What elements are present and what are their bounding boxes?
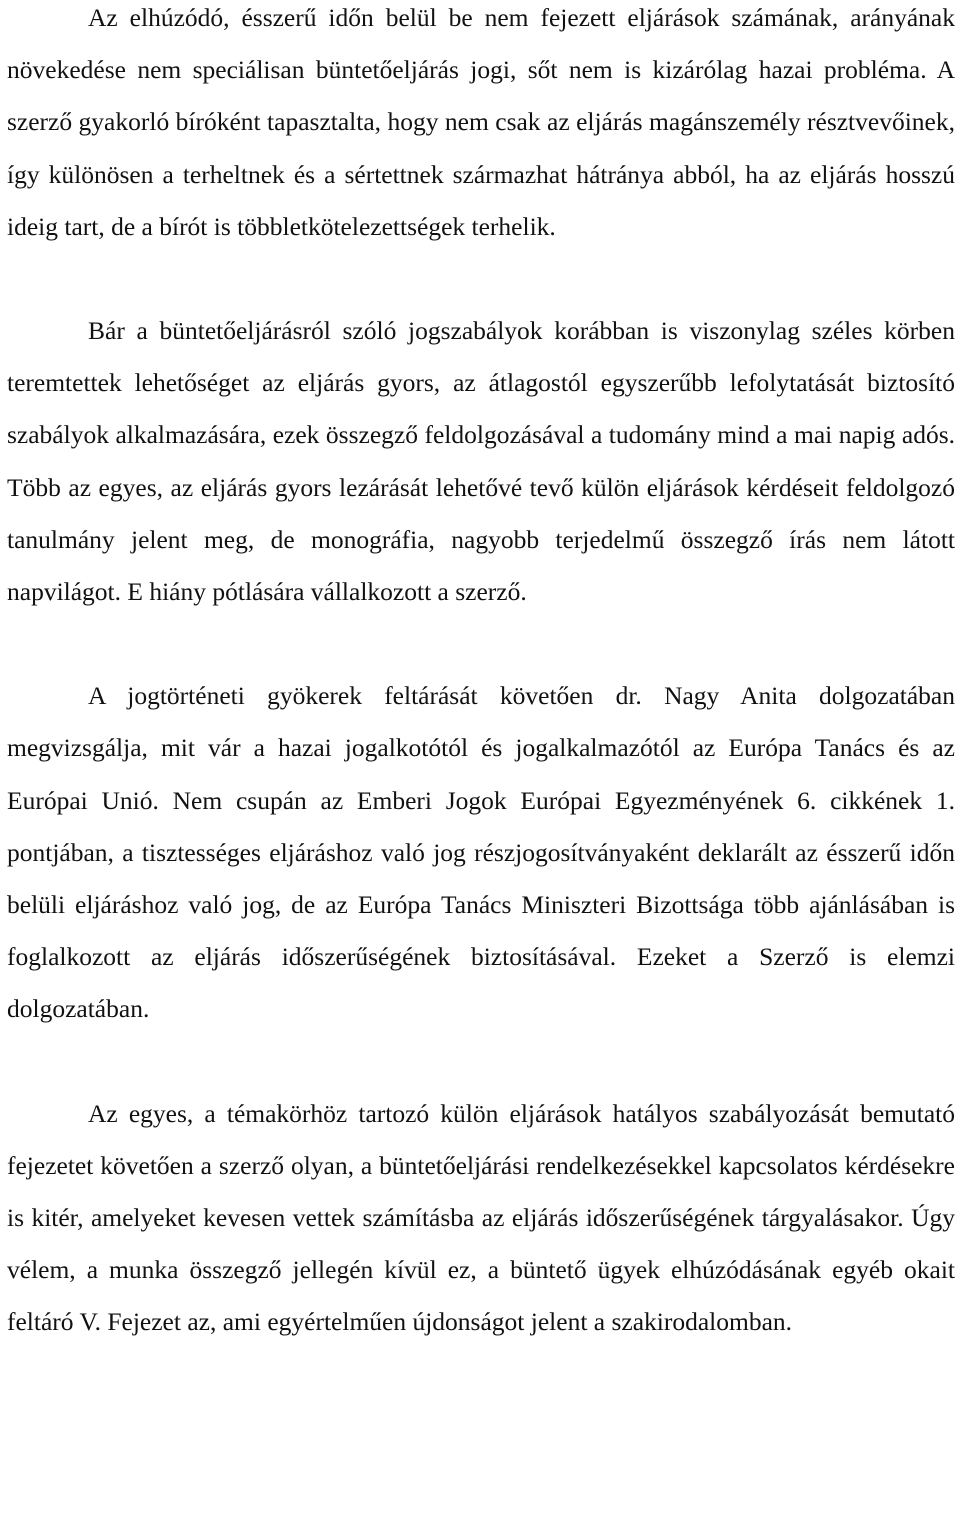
paragraph-1: Az elhúzódó, ésszerű időn belül be nem fejezett eljárások számának, arányának növekedése nem speciálisan büntetőeljárás jogi, sőt nem is kizárólag hazai probléma. A szerző gyakorló bíróként tapasztalta, hogy nem csak az eljárás magánszemély résztvevőinek, így különösen a terheltnek és a sértettnek származhat hátránya abból, ha az eljárás hosszú ideig tart, de a bírót is többletkötelezettségek terhelik.	[7, 3, 955, 241]
document-page	[7, 0, 955, 1349]
paragraph-3: A jogtörténeti gyökerek feltárását követően dr. Nagy Anita dolgozatában megvizsgálja, mit vár a hazai jogalkotótól és jogalkalmazótól az Európa Tanács és az Európai Unió. Nem csupán az Emberi Jogok Európai Egyezményének 6. cikkének 1. pontjában, a tisztességes eljáráshoz való jog részjogosítványaként deklarált az ésszerű időn belüli eljáráshoz való jog, de az Európa Tanács Miniszteri Bizottsága több ajánlásában is foglalkozott az eljárás időszerűségének biztosításával. Ezeket a Szerző is elemzi dolgozatában.	[7, 681, 955, 1024]
paragraph-4: Az egyes, a témakörhöz tartozó külön eljárások hatályos szabályozását bemutató fejezetet követően a szerző olyan, a büntetőeljárási rendelkezésekkel kapcsolatos kérdésekre is kitér, amelyeket kevesen vettek számításba az eljárás időszerűségének tárgyalásakor. Úgy vélem, a munka összegző jellegén kívül ez, a büntető ügyek elhúzódásának egyéb okait feltáró V. Fejezet az, ami egyértelműen újdonságot jelent a szakirodalomban.	[7, 1098, 955, 1337]
paragraph-2: Bár a büntetőeljárásról szóló jogszabályok korábban is viszonylag széles körben teremtettek lehetőséget az eljárás gyors, az átlagostól egyszerűbb lefolytatását biztosító szabályok alkalmazására, ezek összegző feldolgozásával a tudomány mind a mai napig adós. Több az egyes, az eljárás gyors lezárását lehetővé tevő külön eljárások kérdéseit feldolgozó tanulmány jelent meg, de monográfia, nagyobb terjedelmű összegző írás nem látott napvilágot. E hiány pótlására vállalkozott a szerző.	[7, 316, 955, 607]
